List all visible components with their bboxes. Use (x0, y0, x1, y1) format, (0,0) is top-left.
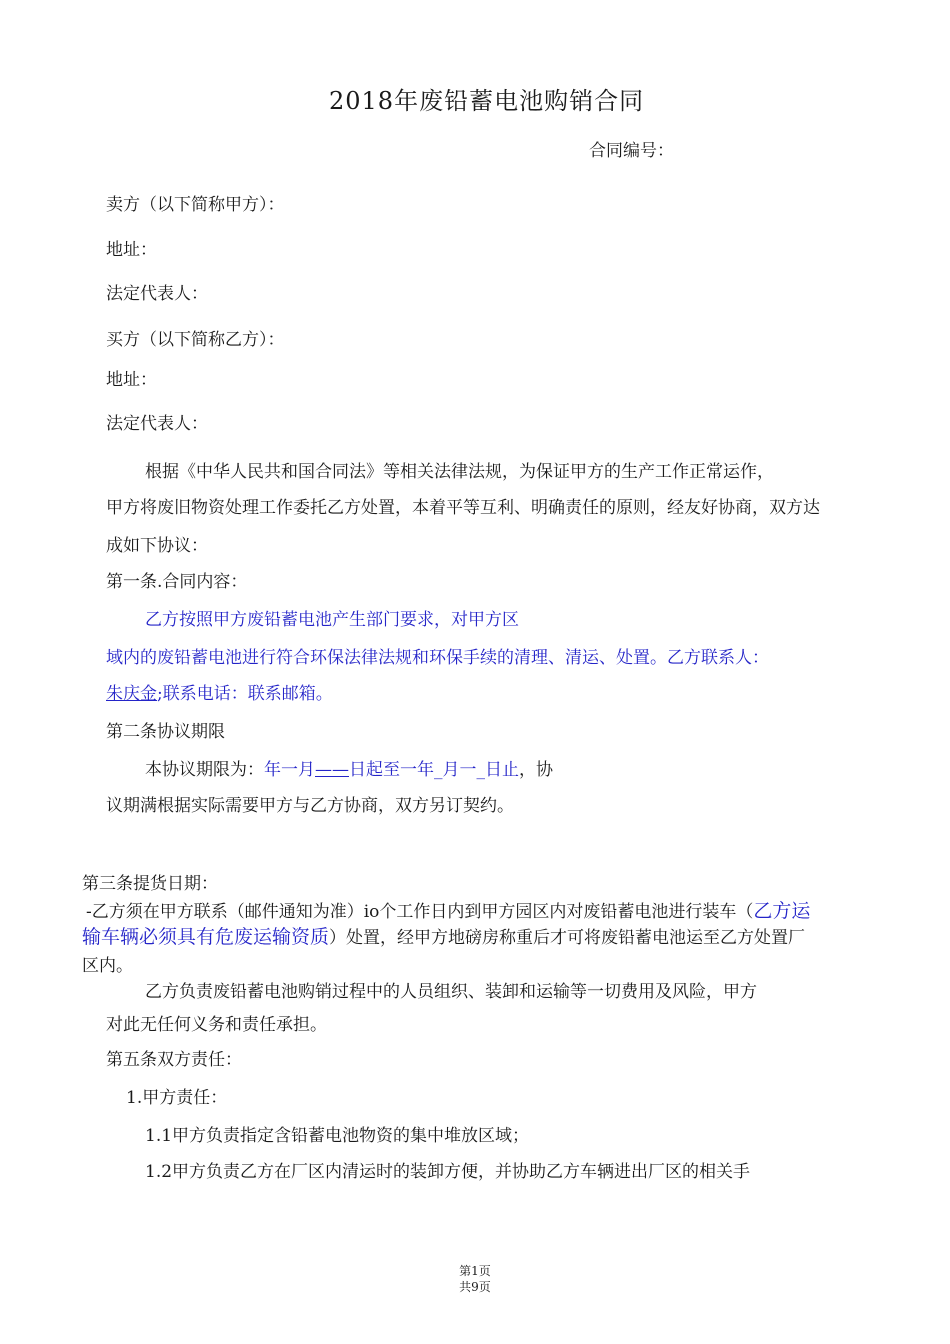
term-label: 本协议期限为： (145, 760, 264, 780)
page-total: 共9页 (459, 1280, 491, 1294)
contact-name: 朱庆金 (106, 684, 157, 704)
buyer-label: 买方（以下简称乙方）： (106, 330, 285, 350)
term-blank: —— (315, 760, 349, 780)
article-2-line-2: 议期满根据实际需要甲方与乙方协商，双方另订契约。 (106, 796, 514, 816)
transport-requirement-b: 输车辆必须具有危废运输资质 (82, 926, 330, 948)
term-start: 年一月 (264, 760, 315, 780)
buyer-representative-label: 法定代表人： (106, 414, 208, 434)
article-1-line-1: 乙方按照甲方废铅蓄电池产生部门要求，对甲方区 (145, 610, 519, 630)
pickup-text: -乙方须在甲方联系（邮件通知为准）io个工作日内到甲方园区内对废铅蓄电池进行装车（ (86, 902, 754, 922)
article-3-line-3: 区内。 (82, 956, 133, 976)
cost-line-2: 对此无任何义务和责任承担。 (106, 1015, 327, 1035)
document-title: 2018年废铅蓄电池购销合同 (329, 87, 645, 115)
intro-line-3: 成如下协议： (106, 536, 208, 556)
article-2-heading: 第二条协议期限 (106, 722, 225, 742)
term-tail: ，协 (519, 760, 553, 780)
disposal-text: ）处置，经甲方地磅房称重后才可将废铅蓄电池运至乙方处置厂 (329, 928, 806, 948)
term-end: 日起至一年_月一_日止 (349, 760, 519, 780)
buyer-address-label: 地址： (106, 370, 157, 390)
cost-line-1: 乙方负责废铅蓄电池购销过程中的人员组织、装卸和运输等一切费用及风险，甲方 (145, 982, 757, 1002)
article-3-line-1 (86, 900, 810, 923)
article-1-heading: 第一条.合同内容： (106, 572, 248, 592)
article-1-line-3 (106, 683, 333, 705)
seller-address-label: 地址： (106, 240, 157, 260)
seller-representative-label: 法定代表人： (106, 284, 208, 304)
contract-number-label: 合同编号： (589, 141, 674, 161)
article-5-item-1-1: 1.1甲方负责指定含铅蓄电池物资的集中堆放区域； (145, 1126, 530, 1146)
contact-details: ;联系电话：联系邮箱。 (157, 684, 333, 704)
article-2-line-1 (145, 759, 553, 781)
article-3-heading: 第三条提货日期： (82, 874, 218, 894)
intro-line-2: 甲方将废旧物资处理工作委托乙方处置，本着平等互利、明确责任的原则，经友好协商，双方达 (106, 498, 820, 518)
intro-line-1: 根据《中华人民共和国合同法》等相关法律法规，为保证甲方的生产工作正常运作， (145, 462, 774, 482)
page-number: 第1页 (459, 1264, 491, 1278)
article-5-heading: 第五条双方责任： (106, 1050, 242, 1070)
seller-label: 卖方（以下简称甲方）： (106, 195, 285, 215)
article-1-line-2: 域内的废铅蓄电池进行符合环保法律法规和环保手续的清理、清运、处置。乙方联系人： (106, 648, 769, 668)
transport-requirement-a: 乙方运 (753, 900, 811, 922)
article-3-line-2 (82, 926, 805, 949)
article-5-item-1: 1.甲方责任： (126, 1088, 228, 1108)
article-5-item-1-2: 1.2甲方负责乙方在厂区内清运时的装卸方便，并协助乙方车辆进出厂区的相关手 (145, 1162, 751, 1182)
